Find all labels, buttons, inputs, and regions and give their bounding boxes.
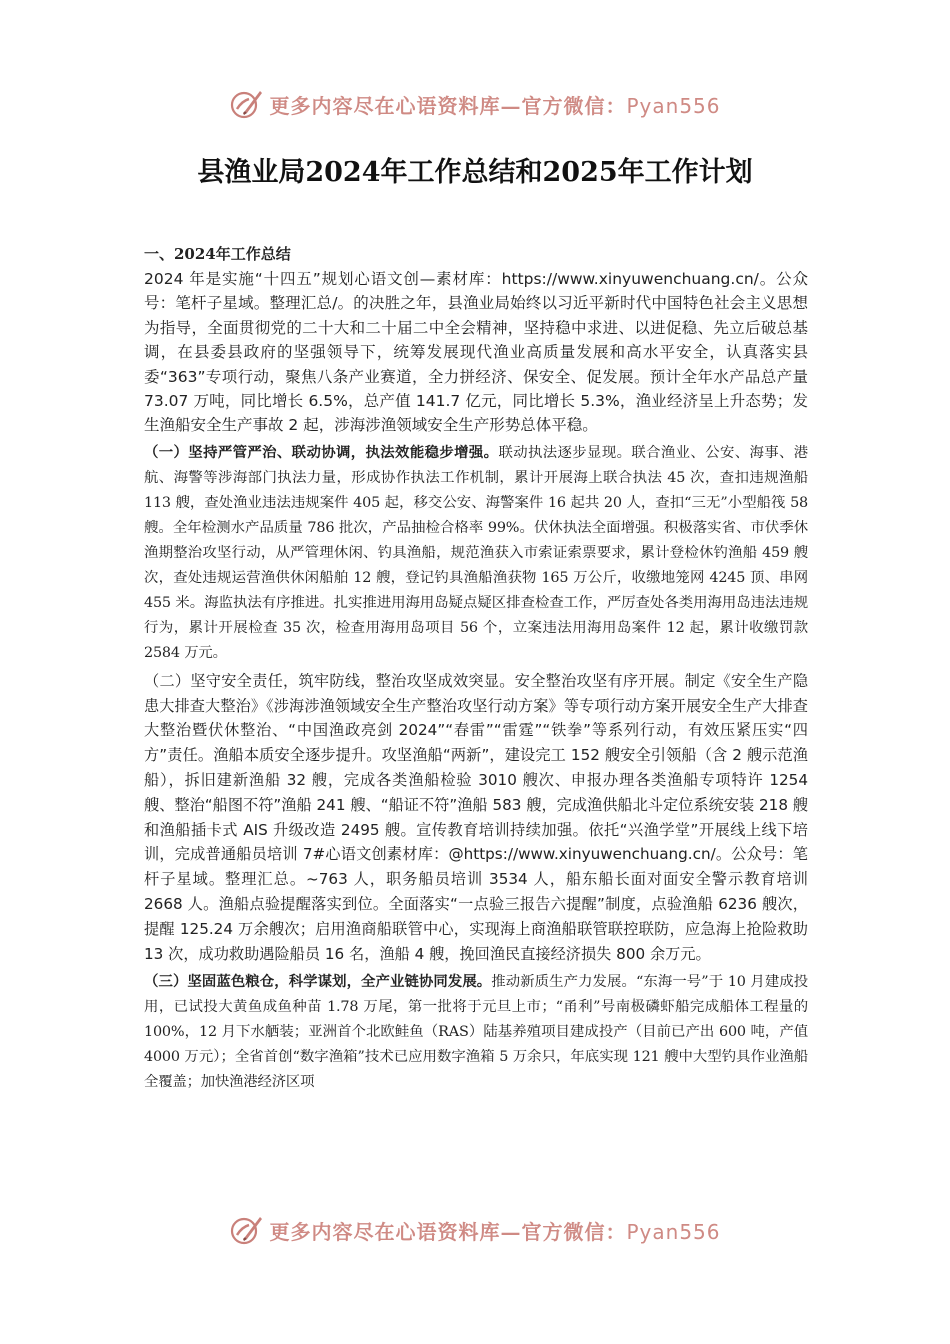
footer-watermark-banner bbox=[0, 1208, 950, 1252]
header-watermark-banner bbox=[0, 82, 950, 126]
banner-text: 更多内容尽在心语资料库—官方微信：Pyan556 bbox=[269, 93, 721, 118]
part1-body: 联动执法逐步显现。联合渔业、公安、海事、港航、海警等涉海部门执法力量，形成协作执法工作机制，累计开展海上联合执法 45 次，查扣违规渔船 113 艘，查处渔业违法违规案件 405 起，移交公安、海警案件 16 起共 20 人，查扣“三无”小型船筏 58 艘。全年检测水产品质量 786 批次，产品抽检合格率 99%。伏休执法全面增强。积极落实省、市伏季休渔期整治攻坚行动，从严管理休闲、钓具渔船，规范渔获入市索证索票要求，累计登检休钓渔船 459 艘次，查处违规运营渔供休闲船舶 12 艘，登记钓具渔船渔获物 165 万公斤，收缴地笼网 4245 顶、串网 455 米。海监执法有序推进。扎实推进用海用岛疑点疑区排查检查工作，严厉查处各类用海用岛违法违规行为，累计开展检查 35 次，检查用海用岛项目 56 个，立案违法用海用岛案件 12 起，累计收缴罚款 2584 万元。 bbox=[144, 444, 808, 661]
document-body bbox=[144, 243, 808, 1095]
paragraph-part2 bbox=[144, 669, 808, 967]
section-heading: 一、2024年工作总结 bbox=[144, 245, 291, 263]
intro-paragraph: 2024 年是实施“十四五”规划心语文创—素材库：https://www.xinyuwenchuang.cn/。公众号：笔杆子星域。整理汇总/。的决胜之年，县渔业局始终以习近平新时代中国特色社会主义思想为指导，全面贯彻党的二十大和二十届二中全会精神，坚持稳中求进、以进促稳、先立后破总基调，在县委县政府的坚强领导下，统筹发展现代渔业高质量发展和高水平安全，认真落实县委“363”专项行动，聚焦八条产业赛道，全力拼经济、保安全、促发展。预计全年水产品总产量 73.07 万吨，同比增长 6.5%，总产值 141.7 亿元，同比增长 5.3%，渔业经济呈上升态势；发生渔船安全生产事故 2 起，涉海涉渔领域安全生产形势总体平稳。 bbox=[144, 270, 808, 435]
part1-lead: （一）坚持严管严治、联动协调，执法效能稳步增强。 bbox=[144, 443, 499, 461]
banner-text: 更多内容尽在心语资料库—官方微信：Pyan556 bbox=[269, 1219, 721, 1244]
document-title: 县渔业局2024年工作总结和2025年工作计划 bbox=[197, 157, 753, 188]
pen-logo-icon bbox=[229, 1213, 263, 1247]
paragraph-part3 bbox=[144, 969, 808, 1095]
part2-lead: （二）坚守安全责任，筑牢防线，整治攻坚成效突显。 bbox=[144, 671, 515, 690]
part2-body: 安全整治攻坚有序开展。制定《安全生产隐患大排查大整治》《涉海涉渔领域安全生产整治攻坚行动方案》等专项行动方案开展安全生产大排查大整治暨伏休整治、“中国渔政亮剑 2024”“春雷”“雷霆”“铁拳”等系列行动，有效压紧压实“四方”责任。渔船本质安全逐步提升。攻坚渔船“两新”，建设完工 152 艘安全引领船（含 2 艘示范渔船），拆旧建新渔船 32 艘，完成各类渔船检验 3010 艘次、申报办理各类渔船专项特许 1254 艘、整治“船图不符”渔船 241 艘、“船证不符”渔船 583 艘，完成渔供船北斗定位系统安装 218 艘和渔船插卡式 AIS 升级改造 2495 艘。宣传教育培训持续加强。依托“兴渔学堂”开展线上线下培训，完成普通船员培训 7#心语文创素材库：@https://www.xinyuwenchuang.cn/。公众号：笔杆子星域。整理汇总。~763 人，职务船员培训 3534 人，船东船长面对面安全警示教育培训 2668 人。渔船点验提醒落实到位。全面落实“一点验三报告六提醒”制度，点验渔船 6236 艘次，提醒 125.24 万余艘次；启用渔商船联管中心，实现海上商渔船联管联控联防，应急海上抢险救助 13 次，成功救助遇险船员 16 名，渔船 4 艘，挽回渔民直接经济损失 800 余万元。 bbox=[144, 671, 809, 963]
part3-body: 推动新质生产力发展。“东海一号”于 10 月建成投用，已试投大黄鱼成鱼种苗 1.78 万尾，第一批将于元旦上市；“甬利”号南极磷虾船完成船体工程量的 100%，12 月下水舾装；亚洲首个北欧鲑鱼（RAS）陆基养殖项目建成投产（目前已产出 600 吨，产值 4000 万元）；全省首创“数字渔箱”技术已应用数字渔箱 5 万余只，年底实现 121 艘中大型钓具作业渔船全覆盖；加快渔港经济区项 bbox=[144, 974, 808, 1091]
pen-logo-icon bbox=[229, 87, 263, 121]
paragraph-part1 bbox=[144, 440, 808, 666]
part3-lead: （三）坚固蓝色粮仓，科学谋划，全产业链协同发展。 bbox=[144, 973, 492, 991]
